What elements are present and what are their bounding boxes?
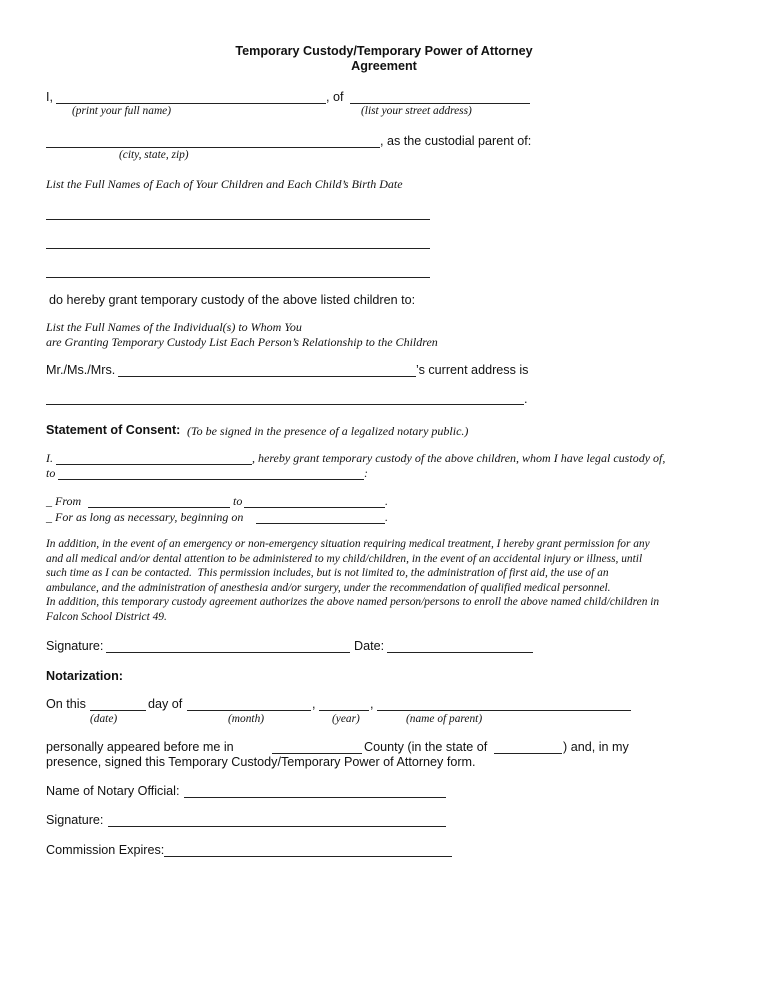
children-instruction: List the Full Names of Each of Your Children and Each Child’s Birth Date: [46, 177, 403, 191]
consent-heading: Statement of Consent:: [46, 423, 181, 437]
parent-hint: (name of parent): [406, 713, 483, 725]
signature-label: Signature:: [46, 639, 104, 653]
county-text: County (in the state of: [364, 740, 488, 754]
notary-month-line[interactable]: [187, 710, 311, 711]
month-hint: (month): [228, 713, 265, 725]
signature-line[interactable]: [106, 652, 350, 653]
custodian-address-line[interactable]: [46, 404, 524, 405]
medical-line-6: Falcon School District 49.: [46, 610, 167, 623]
grant-text: do hereby grant temporary custody of the above listed children to:: [49, 293, 416, 307]
custodian-name-line[interactable]: [118, 376, 416, 377]
intro-i-label: I,: [46, 90, 53, 104]
on-this-label: On this: [46, 697, 86, 711]
medical-line-3: such time as I can be contacted. This permission includes, but is not limited to, the administration of first aid, the use of an: [46, 567, 609, 580]
medical-line-5: In addition, this temporary custody agreement authorizes the above named person/persons to enroll the above named child/children in: [46, 596, 660, 609]
notary-signature-label: Signature:: [46, 813, 104, 827]
commission-expires-label: Commission Expires:: [46, 843, 165, 857]
from-label: _ From: [46, 494, 82, 508]
to-date-line[interactable]: [244, 507, 385, 508]
commission-expires-line[interactable]: [164, 856, 452, 857]
date-label: Date:: [354, 639, 385, 653]
consent-name-line[interactable]: [56, 464, 252, 465]
document-title: [0, 44, 768, 74]
presence-text: presence, signed this Temporary Custody/Temporary Power of Attorney form.: [46, 755, 476, 769]
notary-date-line[interactable]: [90, 710, 146, 711]
notary-parent-line[interactable]: [377, 710, 631, 711]
city-state-zip-line[interactable]: [46, 147, 380, 148]
consent-note: (To be signed in the presence of a legalized notary public.): [187, 424, 469, 438]
state-line[interactable]: [494, 753, 562, 754]
day-of-label: day of: [148, 697, 183, 711]
address-period: .: [524, 392, 528, 406]
consent-grant-text: , hereby grant temporary custody of the above children, whom I have legal custody of,: [252, 451, 666, 465]
notary-year-line[interactable]: [319, 710, 369, 711]
year-hint: (year): [332, 713, 360, 725]
child-line-2[interactable]: [46, 248, 430, 249]
long-as-necessary-label: _ For as long as necessary, beginning on: [46, 510, 244, 524]
medical-line-2: and all medical and/or dental attention to be administered to my child/children, in the event of an accidental injury or illness, until: [46, 552, 643, 565]
consent-to-label: to: [46, 466, 56, 480]
to-date-period: .: [385, 494, 388, 508]
street-address-hint: (list your street address): [361, 105, 472, 117]
intro-of-label: , of: [326, 90, 344, 104]
consent-colon: :: [364, 466, 368, 480]
beginning-period: .: [385, 510, 388, 524]
notary-comma-1: ,: [312, 697, 316, 711]
notarization-heading: Notarization:: [46, 669, 123, 683]
street-address-line[interactable]: [350, 103, 530, 104]
child-line-3[interactable]: [46, 277, 430, 278]
county-line[interactable]: [272, 753, 362, 754]
current-address-text: ’s current address is: [416, 363, 529, 377]
from-date-line[interactable]: [88, 507, 230, 508]
city-hint: (city, state, zip): [119, 149, 189, 161]
medical-line-1: In addition, in the event of an emergency or non-emergency situation requiring medical treatment, I hereby grant permission for any: [46, 538, 650, 550]
medical-line-4: ambulance, and the administration of anesthesia and/or surgery, under the recommendation of qualified medical personnel.: [46, 581, 611, 594]
custodial-parent-text: , as the custodial parent of:: [380, 134, 532, 148]
beginning-date-line[interactable]: [256, 523, 385, 524]
notary-name-line[interactable]: [184, 797, 446, 798]
date-hint: (date): [90, 713, 118, 725]
full-name-line[interactable]: [56, 103, 326, 104]
medical-paragraph: [46, 537, 726, 625]
individuals-instruction-1: List the Full Names of the Individual(s) to Whom You: [46, 320, 302, 334]
notary-signature-line[interactable]: [108, 826, 446, 827]
date-line[interactable]: [387, 652, 533, 653]
and-in-my-text: ) and, in my: [563, 740, 629, 754]
child-line-1[interactable]: [46, 219, 430, 220]
print-name-hint: (print your full name): [72, 105, 172, 117]
title-line-2: Agreement: [351, 59, 417, 73]
notary-name-label: Name of Notary Official:: [46, 784, 180, 798]
consent-i-label: I.: [46, 451, 53, 465]
to-label: to: [233, 494, 243, 508]
mr-ms-mrs-label: Mr./Ms./Mrs.: [46, 363, 116, 377]
appeared-text: personally appeared before me in: [46, 740, 234, 754]
individuals-instruction-2: are Granting Temporary Custody List Each Person’s Relationship to the Children: [46, 335, 438, 349]
title-line-1: Temporary Custody/Temporary Power of Attorney: [235, 44, 533, 58]
notary-comma-2: ,: [370, 697, 374, 711]
consent-to-line[interactable]: [58, 479, 364, 480]
